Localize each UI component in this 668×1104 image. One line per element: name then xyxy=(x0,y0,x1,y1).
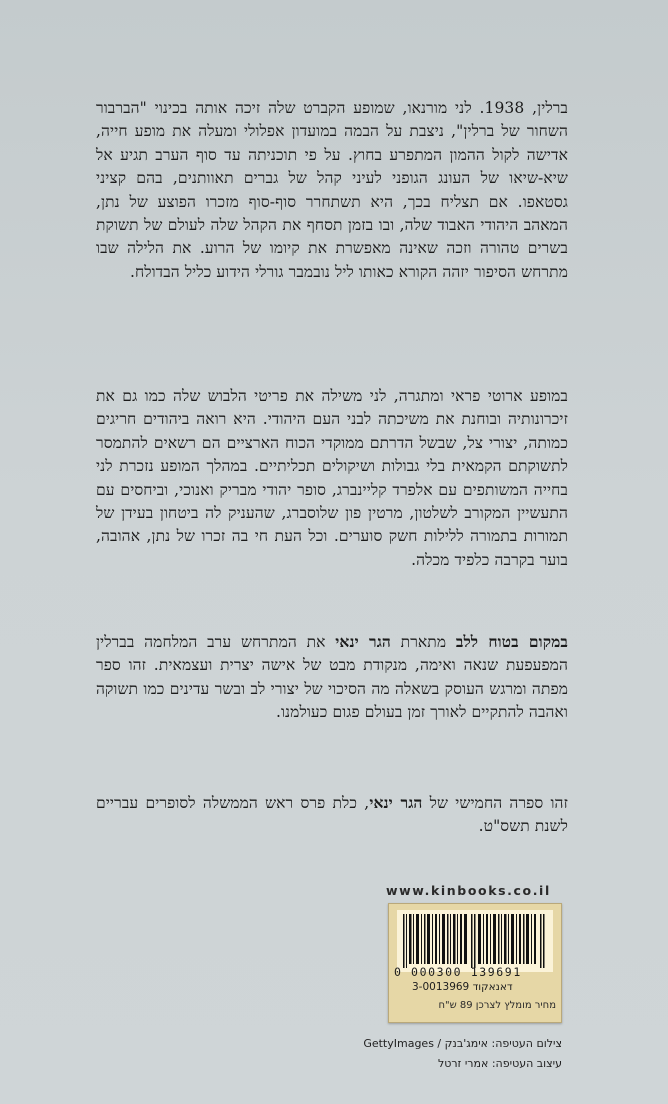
blurb-text: ברלין, 1938. לני מורנאו, שמופע הקברט שלה זיכה אותה בכינוי "הברבור השחור של ברלין", ניצבת על הבמה במועדון אפלולי ומעלה את מופע חייה, אדישה לקול ההמון המתפרע בחוץ. על פי תוכניתה עד סוף הערב תגיע אל שיא-שיאו של העונג הגופני לעיני קהל של גברים תאוותנים, בהם קציני גסטאפו. אם תצליח בכך, היא תשתחרר סוף-סוף מזכרו הפוצע של נתן, המאהב היהודי האבוד שלה, ובו בזמן תסחף את הקהל שלה לעולם של תשוקת בשרים טהורה וזכה שאינה מאפשרת את קיומו של הרוע. את הלילה שבו מתרחש הסיפור יזהה הקורא כאותו ליל נובמבר גורלי הידוע כליל הבדולח. xyxy=(96,99,568,281)
recommended-price: מחיר מומלץ לצרכן 89 ש"ח xyxy=(438,1000,556,1011)
blurb-text-span: זהו ספרה החמישי של xyxy=(422,794,568,812)
blurb-paragraph-2 xyxy=(96,385,568,572)
author-name: הגר ינאי xyxy=(335,632,391,651)
book-title: במקום בטוח ללב xyxy=(455,632,568,651)
publisher-url: www.kinbooks.co.il xyxy=(386,883,551,898)
photo-credit-source: GettyImages xyxy=(363,1037,434,1050)
blurb-text-span: , כלת פרס ראש הממשלה לסופרים עבריים לשנת תשס"ט. xyxy=(96,794,568,836)
blurb-text-span: את המתרחש ערב המלחמה בברלין המפעפעת שנאה ואימה, מנקודת מבט של אישה יצרית ועצמאית. זהו ספר מפתה ומרגש העוסק בשאלה מה הסיכוי של יצורי לב ובשר עדינים כמו תשוקה ואהבה להתקיים לאורך זמן בעולם פגום כעולמנו. xyxy=(96,633,568,722)
barcode-icon xyxy=(401,914,549,968)
barcode-number: 0 000300 139691 xyxy=(394,965,522,979)
blurb-text-span: מתארת xyxy=(390,633,456,651)
cover-credits xyxy=(363,1034,562,1074)
photo-credit-label: צילום העטיפה: אימג'בנק / xyxy=(437,1037,562,1050)
blurb-paragraph-3 xyxy=(96,630,568,725)
blurb-text: במופע ארוטי פראי ומתגרה, לני משילה את פריטי הלבוש שלה כמו גם את זיכרונותיה ובוחנת את משיכתה לבני העם היהודי. היא רואה ביהודים חריגים כמותה, יצורי צל, שבשל הדרתם ממוקדי הכוח הארציים הם רשאים להתמסר לתשוקתם הקמאית בלי גבולות ושיקולים תכליתיים. במהלך המופע נזכרת לני בחייה המשותפים עם אלפרד קליינברג, סופר יהודי מבריק ואנוכי, וביחסים עם התעשיין המקורב לשלטון, מרטין פון שלוסברג, שהעניק לה ביטחון בעידן של תמורות בתמורה ללילות חשק סוערים. וכל העת חי בה זכרו של נתן, אהובה, בוער בקרבה כלפיד מכלה. xyxy=(96,387,568,569)
blurb-text xyxy=(96,791,568,839)
blurb-text xyxy=(96,630,568,725)
blurb-paragraph-4 xyxy=(96,791,568,839)
author-name: הגר ינאי xyxy=(369,793,423,812)
photo-credit xyxy=(363,1034,562,1054)
barcode-area xyxy=(397,910,553,972)
blurb-paragraph-1 xyxy=(96,97,568,284)
design-credit: עיצוב העטיפה: אמרי זרטל xyxy=(437,1057,562,1070)
barcode-danacode: דאנאקוד 3-0013969 xyxy=(412,981,513,993)
